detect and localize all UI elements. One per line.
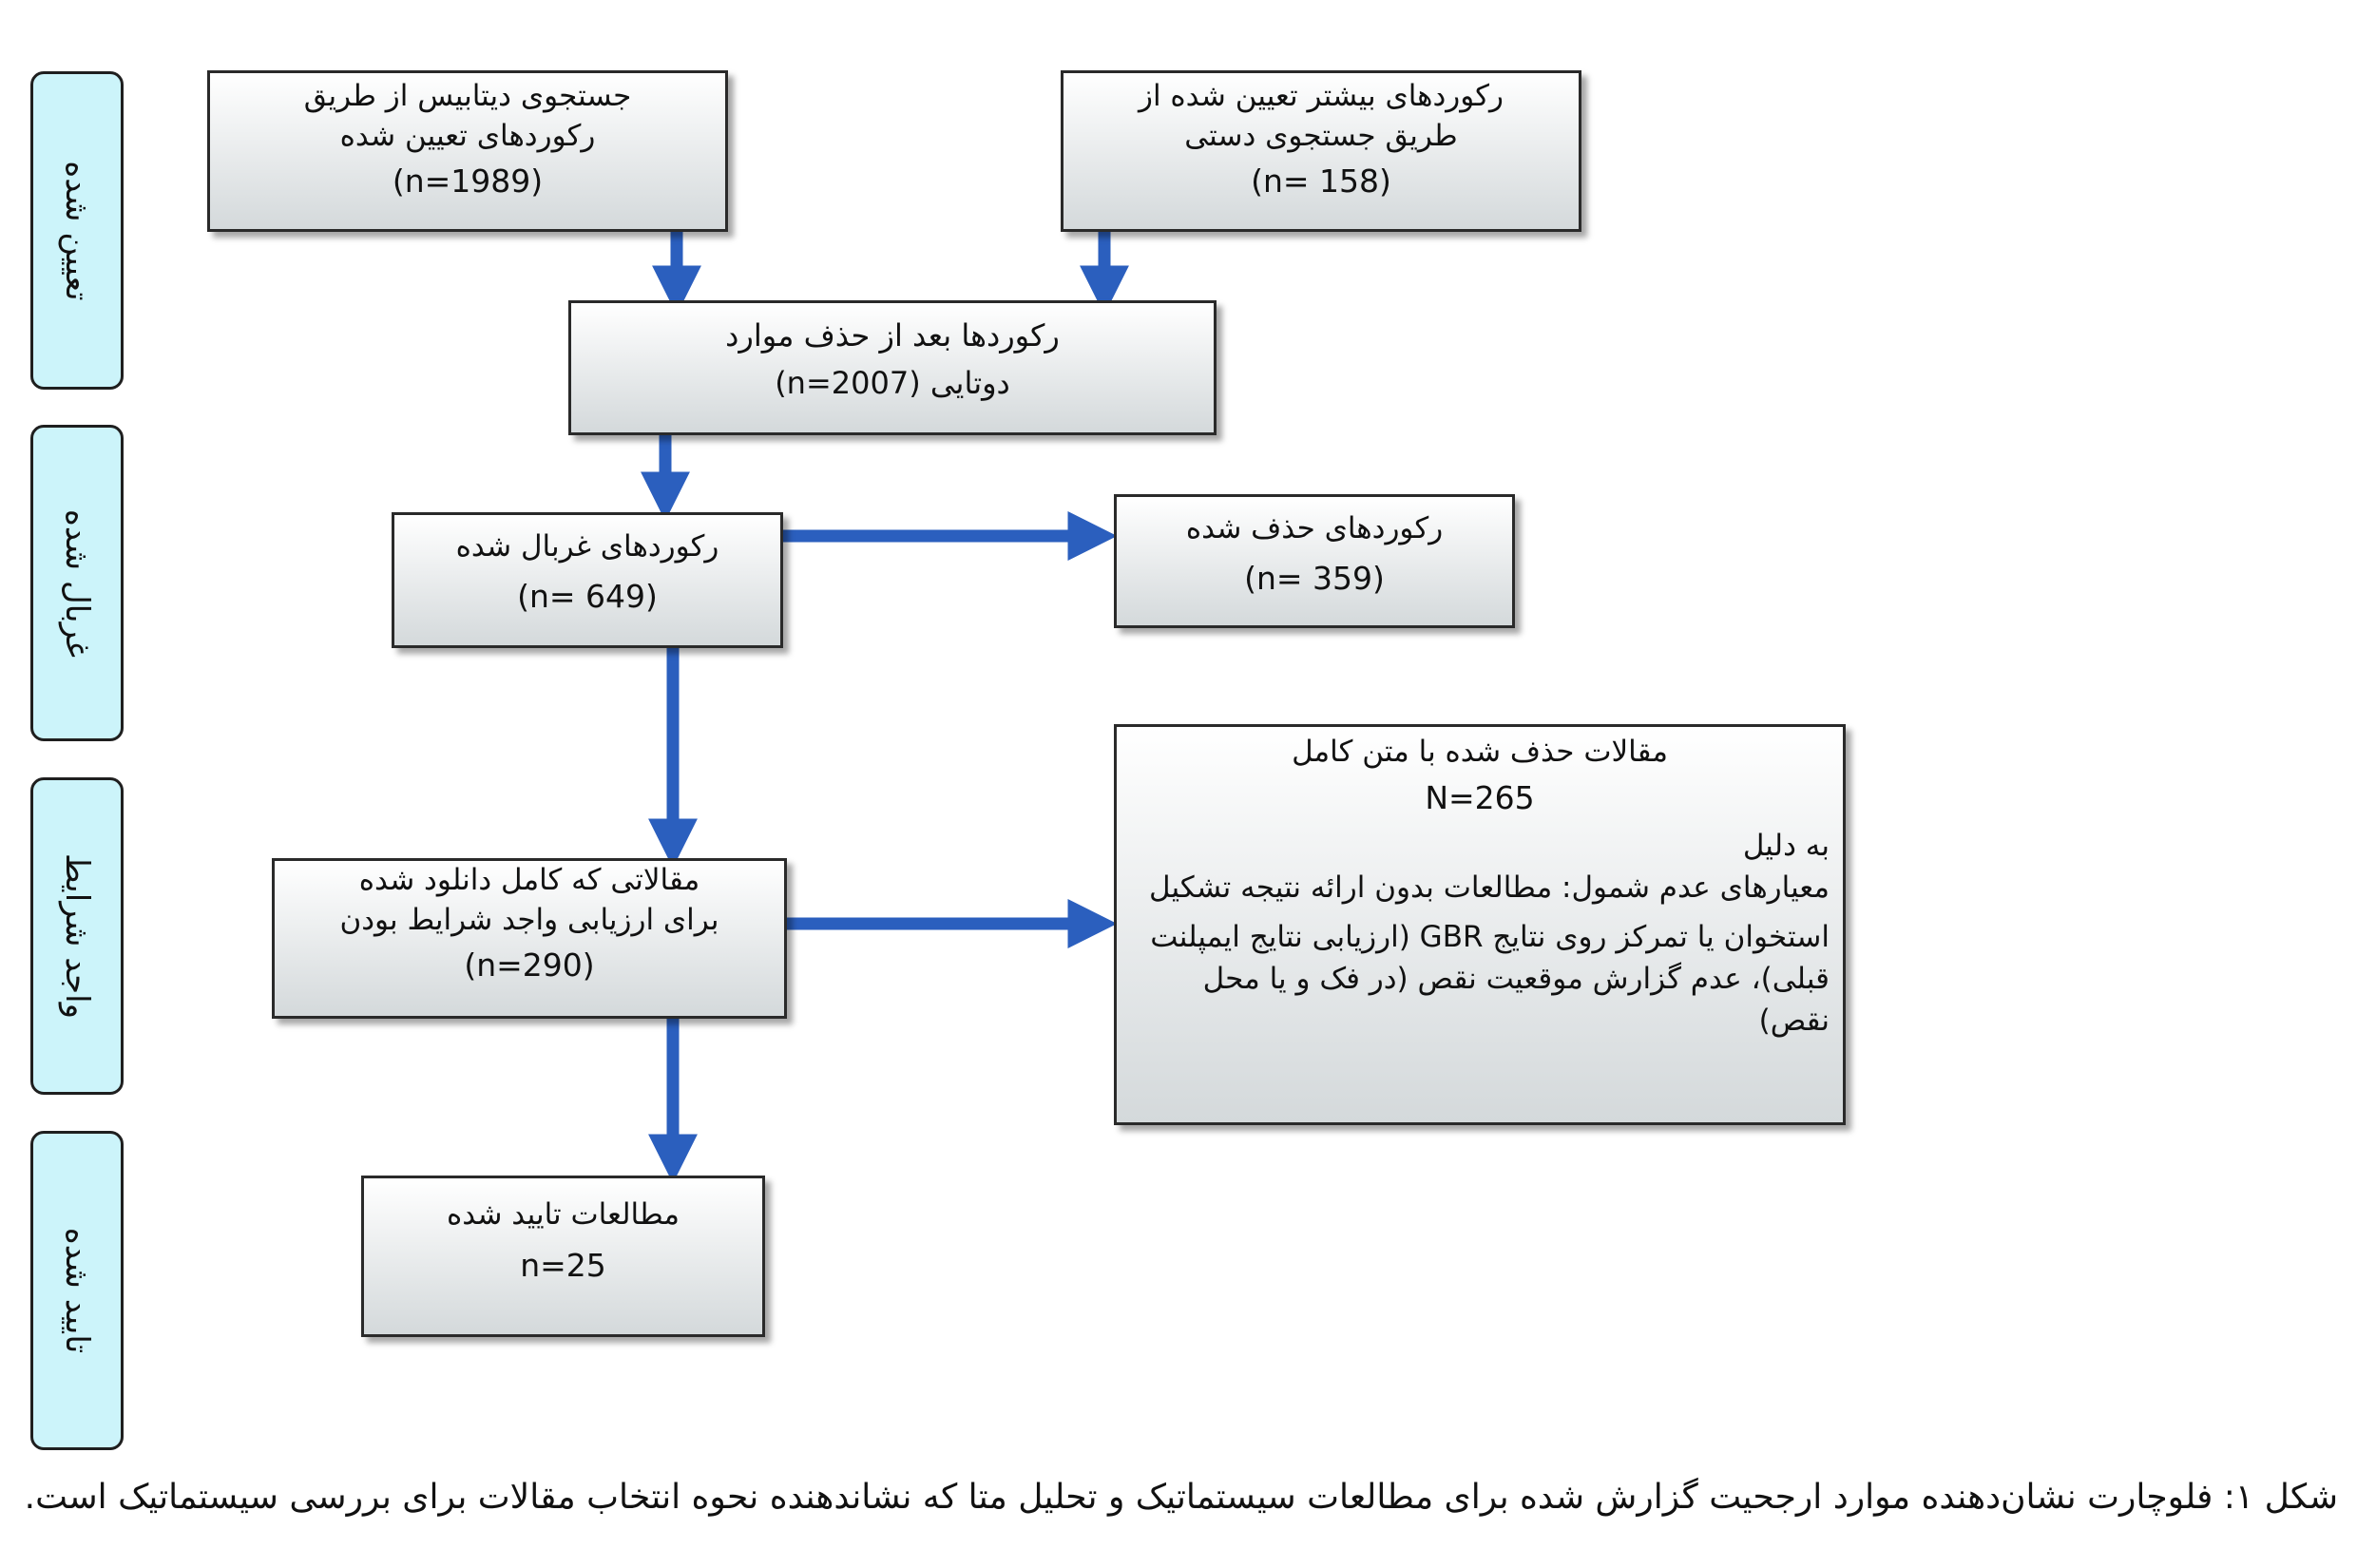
database-search-count: (n=1989) bbox=[392, 162, 544, 200]
box-screened bbox=[392, 512, 783, 648]
manual-search-line2: طریق جستجوی دستی bbox=[1184, 118, 1458, 153]
fulltext-excluded-count: N=265 bbox=[1425, 779, 1535, 817]
box-included bbox=[361, 1176, 765, 1337]
phase-identification-label: تعیین شده bbox=[58, 160, 96, 301]
excluded-records-line1: رکوردهای حذف شده bbox=[1185, 511, 1444, 545]
screened-count: (n= 649) bbox=[517, 577, 658, 615]
manual-search-count: (n= 158) bbox=[1251, 162, 1391, 200]
phase-screening-label: غربال شده bbox=[58, 508, 96, 658]
included-count: n=25 bbox=[520, 1247, 606, 1285]
fulltext-excluded-reason-line2: استخوان یا تمرکز روی نتایج GBR (ارزیابی نتایج ایمپلنت bbox=[1150, 919, 1830, 954]
box-fulltext-excluded bbox=[1114, 724, 1846, 1125]
phase-included-label: تایید شده bbox=[58, 1227, 96, 1354]
box-after-duplicates bbox=[568, 300, 1217, 435]
manual-search-line1: رکوردهای بیشتر تعیین شده از bbox=[1138, 79, 1504, 113]
after-duplicates-line2: دوتایی (n=2007) bbox=[775, 364, 1010, 401]
box-database-search bbox=[207, 70, 728, 232]
database-search-line2: رکوردهای تعیین شده bbox=[339, 118, 596, 153]
fulltext-assessed-line2: برای ارزیابی واجد شرایط بودن bbox=[339, 902, 719, 937]
fulltext-excluded-reason-heading: به دلیل bbox=[1742, 828, 1830, 863]
excluded-records-count: (n= 359) bbox=[1244, 559, 1385, 597]
fulltext-assessed-line1: مقالاتی که کامل دانلود شده bbox=[358, 863, 700, 897]
box-excluded-records bbox=[1114, 494, 1515, 628]
fulltext-excluded-reason-line3: قبلی)، عدم گزارش موقعیت نقص (در فک و یا محل نقص) bbox=[1202, 961, 1830, 1038]
fulltext-excluded-title: مقالات حذف شده با متن کامل bbox=[1292, 735, 1668, 769]
box-manual-search bbox=[1061, 70, 1581, 232]
phase-eligibility-label: واجد شرایط bbox=[58, 853, 96, 1019]
box-fulltext-assessed bbox=[272, 858, 787, 1019]
included-line1: مطالعات تایید شده bbox=[446, 1197, 680, 1232]
fulltext-assessed-count: (n=290) bbox=[464, 946, 595, 984]
figure-caption: شکل ۱: فلوچارت نشان‌دهنده موارد ارجحیت گزارش شده برای مطالعات سیستماتیک و تحلیل متا که نشاندهنده نحوه انتخاب مقالات برای بررسی سیستماتیک است. bbox=[24, 1478, 2338, 1517]
after-duplicates-line1: رکوردها بعد از حذف موارد bbox=[725, 317, 1060, 354]
screened-line1: رکوردهای غربال شده bbox=[455, 529, 719, 564]
database-search-line1: جستجوی دیتابیس از طریق bbox=[303, 79, 632, 113]
fulltext-excluded-reason-line1: معیارهای عدم شمول: مطالعات بدون ارائه نتیجه تشکیل bbox=[1149, 870, 1830, 905]
